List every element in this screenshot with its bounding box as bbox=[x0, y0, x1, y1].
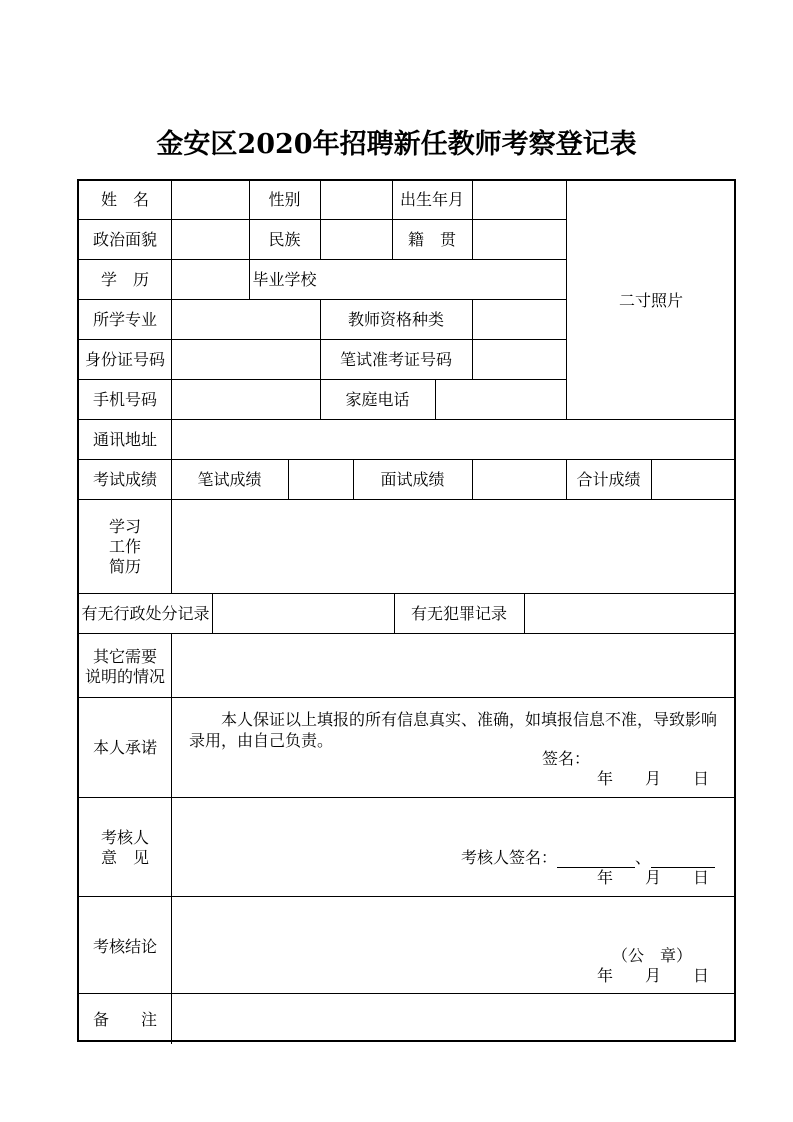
photo-label: 二寸照片 bbox=[618, 291, 683, 310]
reviewer-opinion-label-1: 考核人 bbox=[100, 828, 149, 847]
col-divider bbox=[171, 181, 172, 593]
col-divider bbox=[524, 593, 525, 633]
major-label: 所学专业 bbox=[92, 310, 157, 329]
row-divider bbox=[79, 379, 566, 380]
education-label: 学 历 bbox=[100, 270, 149, 289]
row-divider bbox=[79, 219, 566, 220]
col-divider bbox=[651, 459, 652, 499]
admin-record-label: 有无行政处分记录 bbox=[81, 604, 210, 623]
written-score-label: 笔试成绩 bbox=[197, 470, 262, 489]
remarks-label: 备 注 bbox=[92, 1010, 157, 1029]
row-divider bbox=[79, 339, 566, 340]
col-divider bbox=[472, 459, 473, 499]
native-place-label: 籍 贯 bbox=[407, 230, 456, 249]
official-seal: （公 章） bbox=[612, 946, 693, 965]
promise-label: 本人承诺 bbox=[92, 738, 157, 757]
conclusion-label: 考核结论 bbox=[92, 937, 157, 956]
row-divider bbox=[79, 797, 736, 798]
row-divider bbox=[79, 499, 736, 500]
exam-score-label: 考试成绩 bbox=[92, 470, 157, 489]
cert-type-label: 教师资格种类 bbox=[347, 310, 444, 329]
promise-date: 年 月 日 bbox=[597, 769, 710, 788]
signature-blank-2[interactable] bbox=[651, 853, 715, 868]
birth-label: 出生年月 bbox=[399, 190, 464, 209]
row-divider bbox=[79, 593, 736, 594]
row-divider bbox=[79, 993, 736, 994]
col-divider bbox=[320, 181, 321, 259]
reviewer-opinion-label-2: 意 见 bbox=[100, 848, 149, 867]
other-label-2: 说明的情况 bbox=[84, 667, 165, 686]
promise-text-line2: 录用，由自己负责。 bbox=[189, 731, 334, 750]
signature-blank-1[interactable] bbox=[557, 853, 635, 868]
school-label: 毕业学校 bbox=[252, 270, 317, 289]
home-phone-label: 家庭电话 bbox=[345, 390, 410, 409]
total-score-label: 合计成绩 bbox=[576, 470, 641, 489]
page-title: 金安区2020年招聘新任教师考察登记表 bbox=[156, 129, 637, 160]
col-divider bbox=[288, 459, 289, 499]
exam-ticket-label: 笔试准考证号码 bbox=[339, 350, 452, 369]
col-divider bbox=[171, 633, 172, 1044]
resume-label-2: 工作 bbox=[108, 537, 141, 556]
conclusion-date: 年 月 日 bbox=[597, 966, 710, 985]
ethnicity-label: 民族 bbox=[268, 230, 301, 249]
reviewer-signature-line bbox=[461, 848, 715, 868]
row-divider bbox=[79, 633, 736, 634]
row-divider bbox=[79, 697, 736, 698]
row-divider bbox=[79, 259, 566, 260]
promise-signature: 签名： bbox=[542, 749, 591, 768]
col-divider bbox=[212, 593, 213, 633]
review-date: 年 月 日 bbox=[597, 868, 710, 887]
col-divider bbox=[472, 299, 473, 379]
promise-text-line1: 本人保证以上填报的所有信息真实、准确，如填报信息不准，导致影响 bbox=[221, 710, 718, 729]
name-label: 姓 名 bbox=[100, 190, 149, 209]
reviewer-signature-label: 考核人签名： bbox=[461, 848, 558, 867]
address-label: 通讯地址 bbox=[92, 430, 157, 449]
signature-separator: 、 bbox=[635, 848, 652, 867]
row-divider bbox=[79, 299, 566, 300]
crime-record-label: 有无犯罪记录 bbox=[410, 604, 507, 623]
col-divider bbox=[472, 181, 473, 259]
row-divider bbox=[79, 419, 736, 420]
political-label: 政治面貌 bbox=[92, 230, 157, 249]
gender-label: 性别 bbox=[268, 190, 301, 209]
row-divider bbox=[79, 459, 736, 460]
resume-label-1: 学习 bbox=[108, 517, 141, 536]
other-label-1: 其它需要 bbox=[92, 647, 157, 666]
registration-form bbox=[77, 179, 736, 1042]
interview-score-label: 面试成绩 bbox=[380, 470, 445, 489]
resume-label-3: 简历 bbox=[108, 557, 141, 576]
id-number-label: 身份证号码 bbox=[84, 350, 165, 369]
row-divider bbox=[79, 896, 736, 897]
col-divider bbox=[435, 379, 436, 419]
mobile-label: 手机号码 bbox=[92, 390, 157, 409]
